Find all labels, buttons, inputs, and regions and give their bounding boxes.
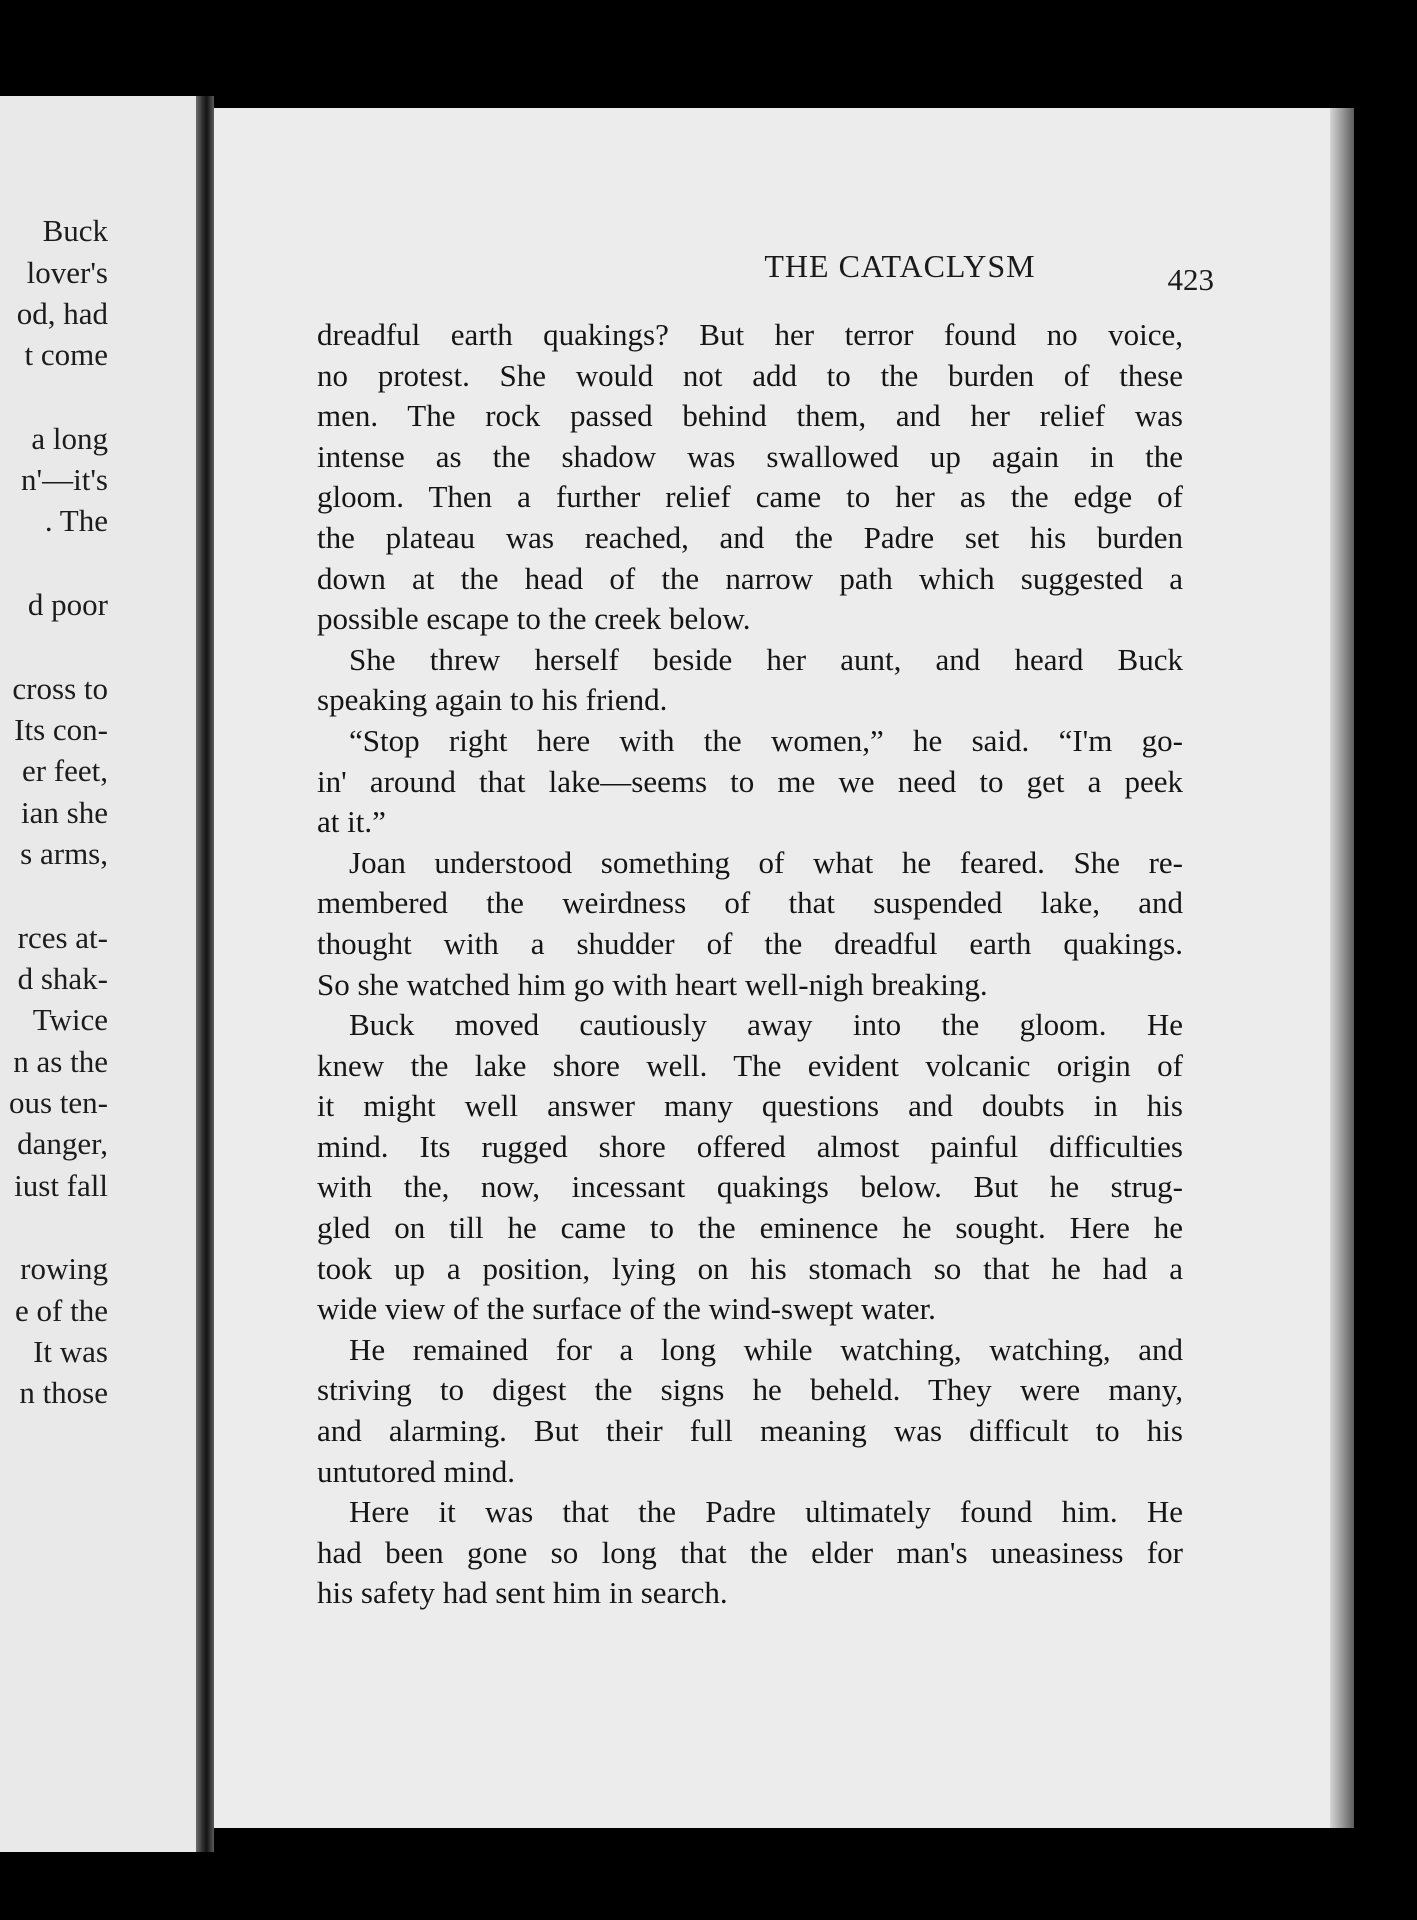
facing-page (0, 96, 196, 1852)
facing-page-line: n those (19, 1375, 108, 1410)
text-line: intense as the shadow was swallowed up again in the (317, 438, 1183, 474)
text-line: at it.” (317, 804, 386, 840)
text-line: dreadful earth quakings? But her terror found no voice, (317, 317, 1183, 352)
text-line: untutored mind. (317, 1453, 516, 1489)
text-line: Joan understood something of what he feared. She re- (349, 844, 1183, 880)
text-line: had been gone so long that the elder man's uneasiness for (317, 1534, 1183, 1570)
text-line: it might well answer many questions and doubts in his (317, 1088, 1183, 1124)
facing-page-line: a long (31, 421, 108, 456)
text-line: men. The rock passed behind them, and her relief was (317, 398, 1183, 434)
facing-page-line: ous ten- (8, 1085, 108, 1120)
text-line: in' around that lake—seems to me we need to get a peek (317, 763, 1183, 799)
facing-page-line: s arms, (20, 836, 108, 871)
text-line: speaking again to his friend. (317, 682, 668, 718)
text-line: mind. Its rugged shore offered almost painful difficulties (317, 1128, 1183, 1164)
facing-page-line: er feet, (21, 753, 108, 788)
text-line: gloom. Then a further relief came to her as the edge of (317, 479, 1183, 515)
text-line: wide view of the surface of the wind-swept water. (317, 1291, 936, 1327)
facing-page-line: Twice (32, 1002, 108, 1037)
facing-page-line: e of the (15, 1293, 108, 1328)
text-line: down at the head of the narrow path which suggested a (317, 560, 1183, 596)
text-line: knew the lake shore well. The evident volcanic origin of (317, 1047, 1183, 1083)
text-line: He remained for a long while watching, watching, and (349, 1331, 1183, 1367)
facing-page-line: . The (44, 503, 108, 538)
facing-page-line: Its con- (14, 712, 108, 747)
facing-page-line: Buck (42, 213, 108, 248)
facing-page-line: It was (33, 1334, 108, 1369)
facing-page-line: n'—it's (21, 462, 108, 497)
text-line: with the, now, incessant quakings below. But he strug- (317, 1169, 1183, 1205)
text-line: the plateau was reached, and the Padre set his burden (317, 519, 1183, 555)
facing-page-line: t come (24, 337, 108, 372)
text-line: gled on till he came to the eminence he sought. Here he (317, 1210, 1183, 1246)
body-text (317, 315, 1183, 1614)
text-line: took up a position, lying on his stomach so that he had a (317, 1250, 1183, 1286)
facing-page-line: cross to (12, 671, 108, 706)
facing-page-line: d poor (27, 587, 108, 622)
facing-page-line: n as the (13, 1044, 108, 1079)
text-line: and alarming. But their full meaning was difficult to his (317, 1413, 1183, 1449)
text-line: his safety had sent him in search. (317, 1575, 728, 1611)
text-line: So she watched him go with heart well-nigh breaking. (317, 966, 988, 1002)
page-edge (1330, 108, 1354, 1828)
facing-page-line: danger, (17, 1126, 108, 1161)
page-number: 423 (1167, 262, 1214, 297)
text-line: no protest. She would not add to the burden of these (317, 357, 1183, 393)
facing-page-line: rowing (20, 1251, 108, 1286)
facing-page-line: ian she (21, 795, 108, 830)
running-head: THE CATACLYSM (764, 248, 1036, 284)
facing-page-line: d shak- (17, 961, 108, 996)
text-line: striving to digest the signs he beheld. They were many, (317, 1372, 1183, 1408)
text-line: Buck moved cautiously away into the gloom. He (349, 1007, 1183, 1043)
facing-page-line: iust fall (14, 1168, 108, 1203)
text-line: membered the weirdness of that suspended lake, and (317, 885, 1183, 921)
book-page (214, 108, 1348, 1828)
text-line: Here it was that the Padre ultimately found him. He (349, 1494, 1183, 1530)
text-line: thought with a shudder of the dreadful earth quakings. (317, 925, 1183, 961)
text-line: possible escape to the creek below. (317, 601, 751, 637)
facing-page-line: lover's (26, 255, 108, 290)
text-line: “Stop right here with the women,” he said. “I'm go- (349, 722, 1183, 758)
facing-page-line: od, had (16, 296, 108, 331)
book-gutter (196, 96, 214, 1852)
text-line: She threw herself beside her aunt, and heard Buck (349, 641, 1183, 677)
facing-page-line: rces at- (17, 920, 108, 955)
